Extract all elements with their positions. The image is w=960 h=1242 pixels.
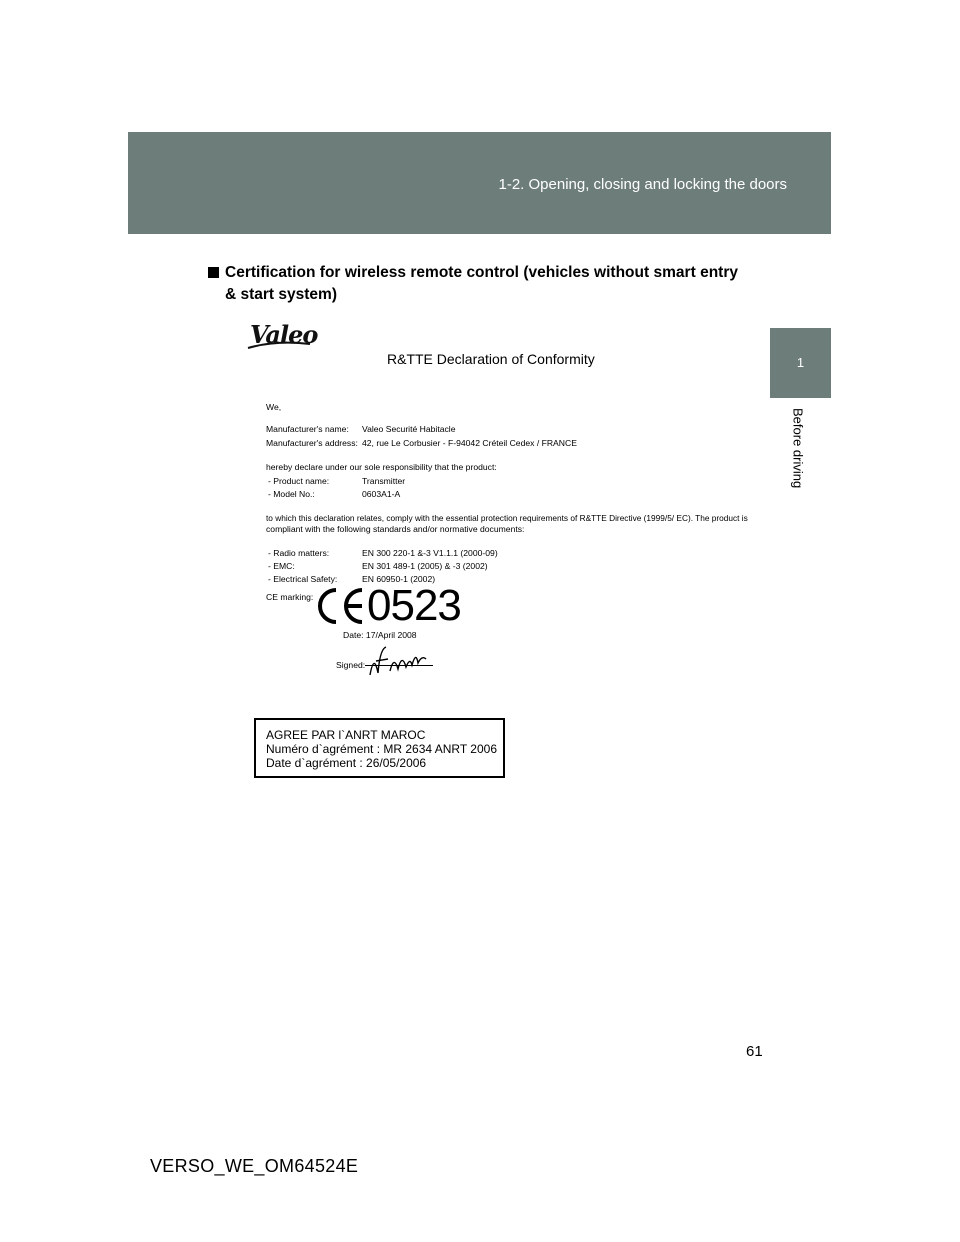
ce-mark-icon (312, 586, 366, 626)
safety-label: - Electrical Safety: (268, 574, 338, 584)
chapter-title: 1-2. Opening, closing and locking the doors (498, 176, 787, 193)
radio-value: EN 300 220-1 &-3 V1.1.1 (2000-09) (362, 548, 498, 558)
ce-marking-label: CE marking: (266, 592, 314, 602)
product-name-value: Transmitter (362, 476, 406, 486)
radio-label: - Radio matters: (268, 548, 330, 558)
signed-label: Signed: (336, 660, 366, 670)
ce-number: 0523 (367, 581, 461, 630)
model-value: 0603A1-A (362, 489, 401, 499)
approval-box (254, 718, 505, 778)
product-name-label: - Product name: (268, 476, 330, 486)
square-bullet-icon (208, 267, 219, 278)
section-heading (208, 262, 738, 306)
signature-image (366, 643, 436, 679)
declaration-text: hereby declare under our sole responsibility that the product: (266, 462, 497, 472)
signature-line (365, 665, 433, 666)
approval-line-3: Date d`agrément : 26/05/2006 (266, 756, 427, 770)
chapter-side-label (788, 408, 808, 500)
chapter-side-label-text: Before driving (790, 408, 806, 489)
certificate-title: R&TTE Declaration of Conformity (387, 351, 595, 367)
emc-value: EN 301 489-1 (2005) & -3 (2002) (362, 561, 488, 571)
logo-text: Valeo (250, 320, 318, 349)
chapter-tab-number: 1 (796, 355, 805, 370)
document-code: VERSO_WE_OM64524E (150, 1156, 359, 1176)
manufacturer-address-value: 42, rue Le Corbusier - F-94042 Créteil Cedex / FRANCE (362, 438, 577, 448)
approval-line-2: Numéro d`agrément : MR 2634 ANRT 2006 (266, 742, 498, 756)
manufacturer-address-label: Manufacturer's address: (266, 438, 358, 448)
chapter-header (128, 132, 831, 234)
chapter-tab (770, 328, 831, 398)
valeo-logo (246, 320, 316, 352)
certificate-date: Date: 17/April 2008 (343, 630, 417, 640)
model-label: - Model No.: (268, 489, 315, 499)
relates-line-2: compliant with the following standards and/or normative documents: (266, 524, 525, 534)
relates-line-1: to which this declaration relates, comply with the essential protection requirements of R&TTE Directive (1999/5/ EC). The product is (266, 513, 748, 523)
we-text: We, (266, 402, 282, 412)
emc-label: - EMC: (268, 561, 295, 571)
page-number: 61 (746, 1043, 763, 1060)
safety-value: EN 60950-1 (2002) (362, 574, 436, 584)
manufacturer-name-value: Valeo Securité Habitacle (362, 424, 456, 434)
manufacturer-name-label: Manufacturer's name: (266, 424, 349, 434)
section-heading-text: Certification for wireless remote control (vehicles without smart entry & start system) (225, 264, 738, 303)
approval-line-1: AGREE PAR l`ANRT MAROC (266, 728, 426, 742)
